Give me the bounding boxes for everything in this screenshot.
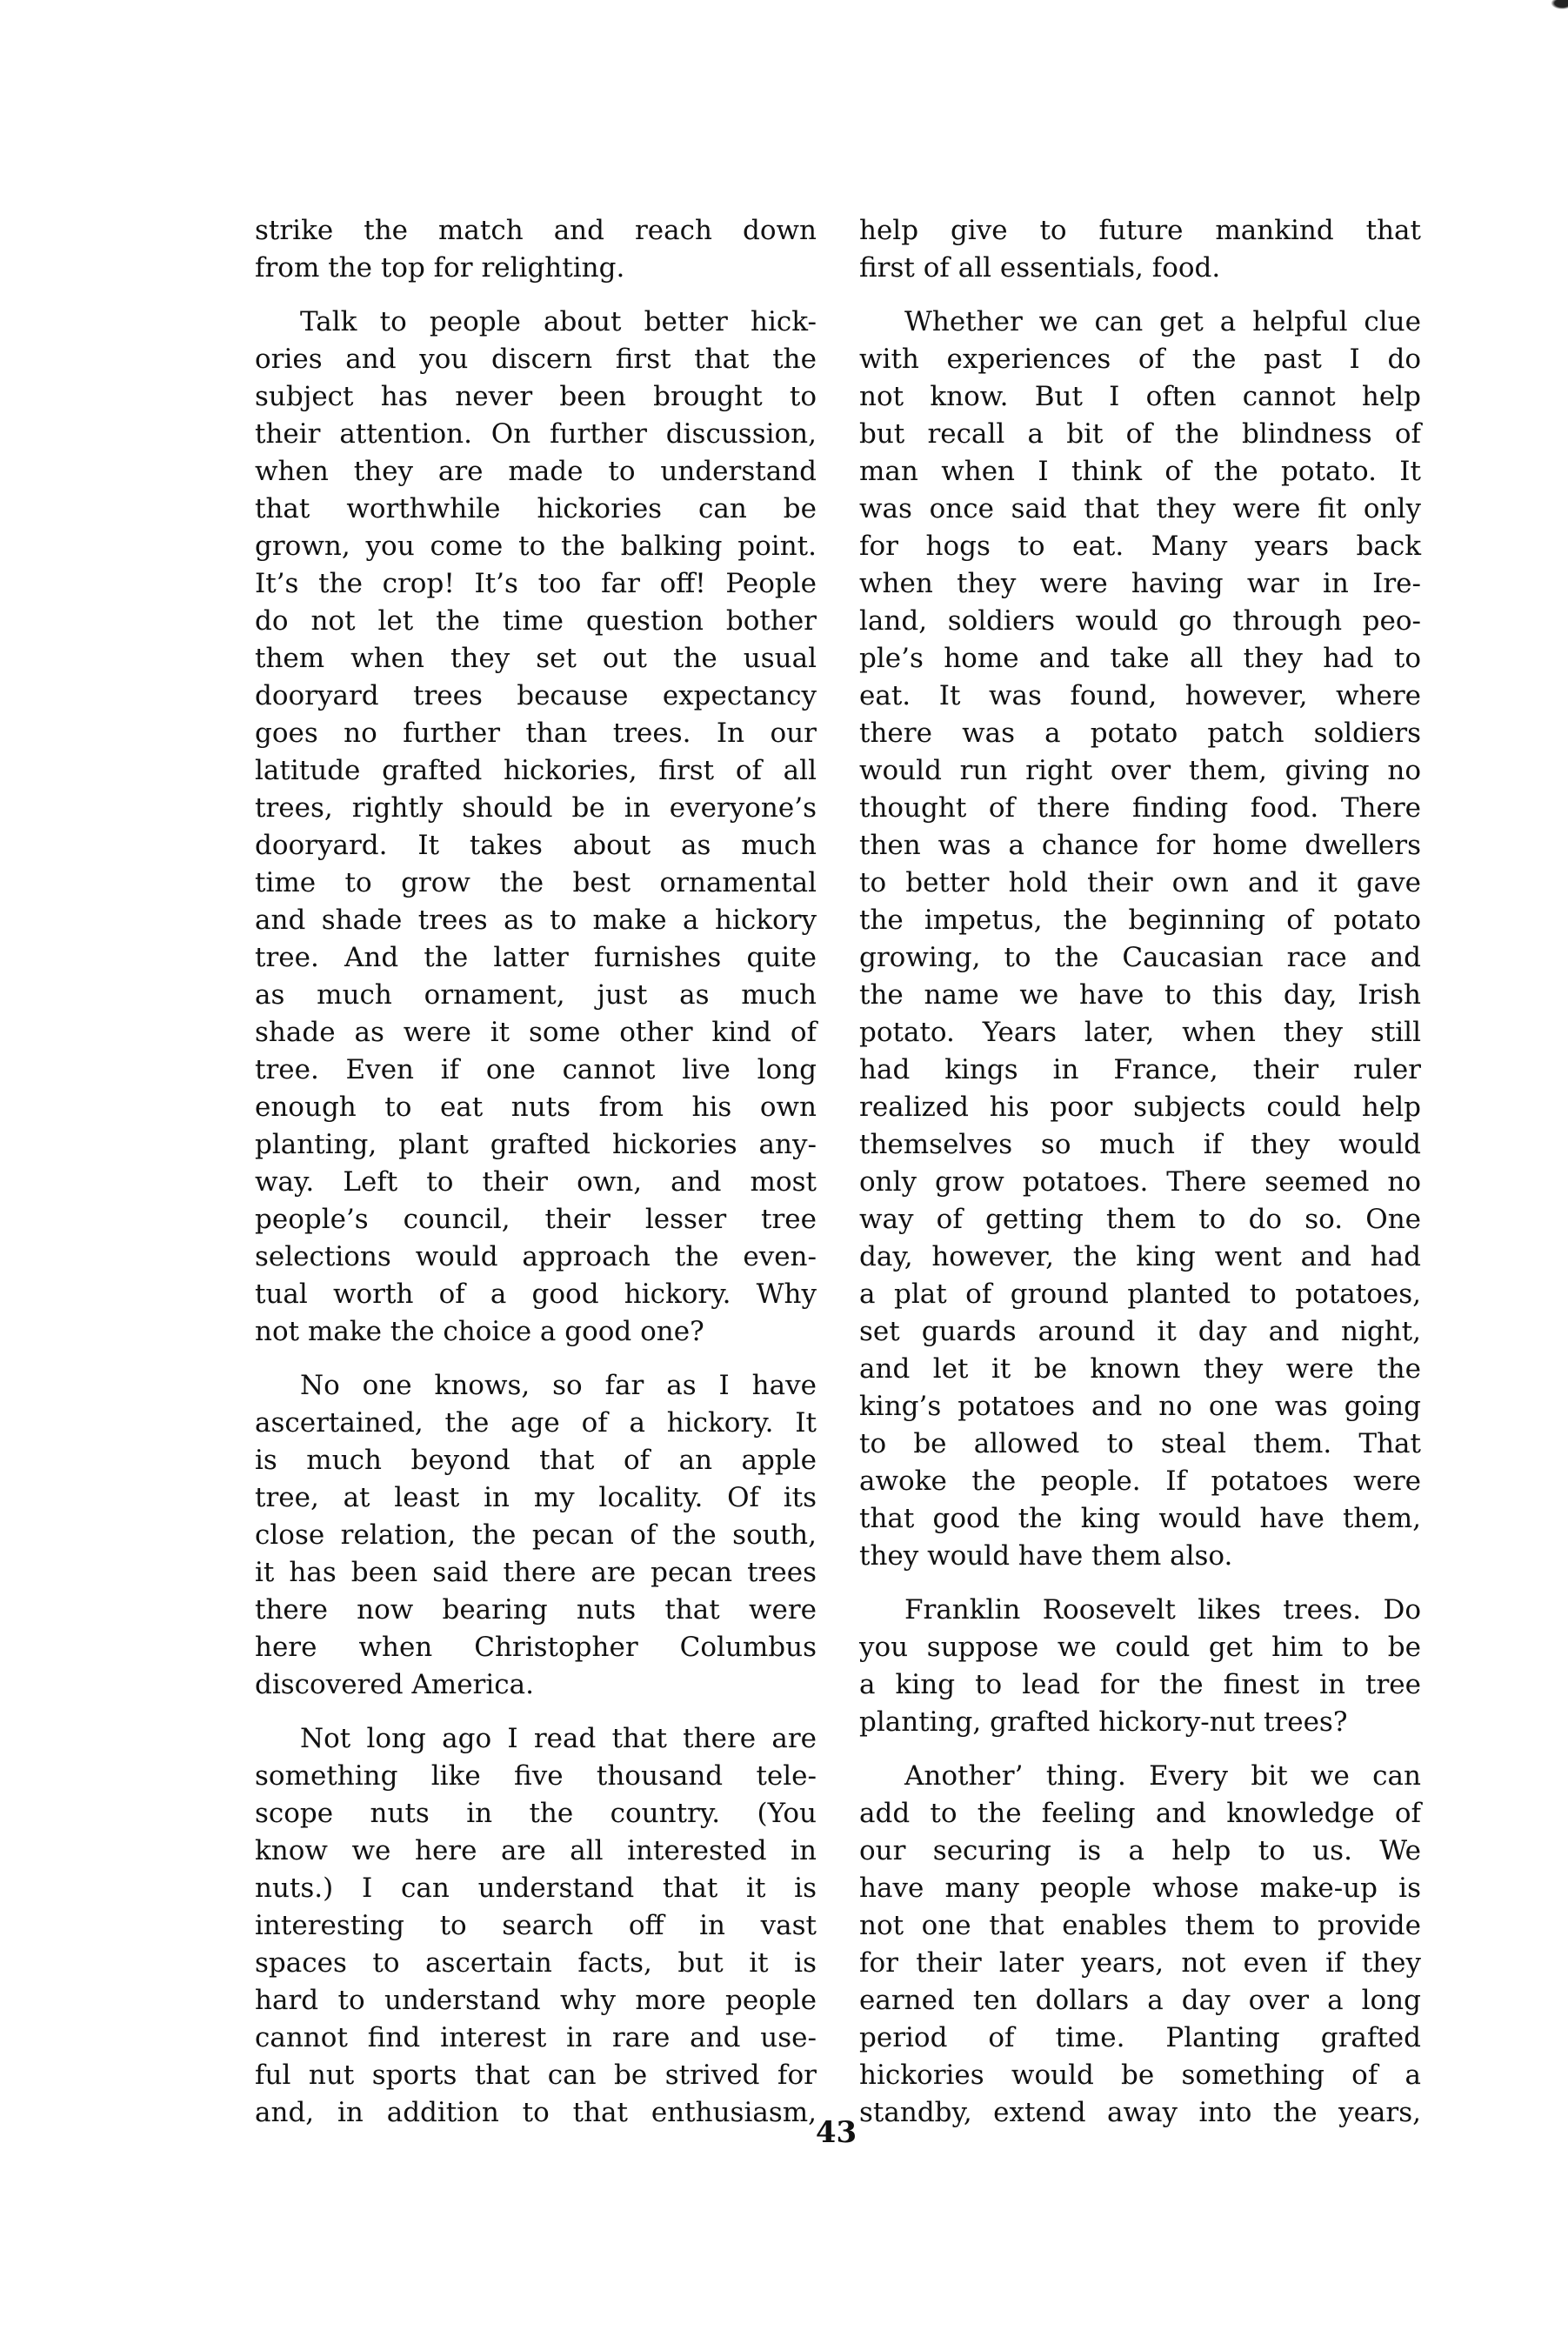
text-line: goes no further than trees. In our <box>255 718 817 749</box>
paragraph <box>859 304 1421 1575</box>
text-line: grown, you come to the balking point. <box>255 531 817 562</box>
text-line: for hogs to eat. Many years back <box>859 531 1421 562</box>
text-line: add to the feeling and knowledge of <box>859 1798 1421 1829</box>
right-column <box>859 212 1421 2148</box>
text-line: tree. Even if one cannot live long <box>255 1054 817 1085</box>
text-line: latitude grafted hickories, first of all <box>255 755 817 786</box>
text-line: had kings in France, their ruler <box>859 1054 1421 1085</box>
text-line: discovered America. <box>255 1669 534 1700</box>
text-line: eat. It was found, however, where <box>859 680 1421 711</box>
text-line: only grow potatoes. There seemed no <box>859 1166 1421 1198</box>
text-line: Not long ago I read that there are <box>300 1723 817 1754</box>
paragraph <box>255 1720 817 2132</box>
text-line: earned ten dollars a day over a long <box>859 1985 1421 2016</box>
text-line: first of all essentials, food. <box>859 252 1221 284</box>
text-line: spaces to ascertain facts, but it is <box>255 1947 817 1979</box>
paragraph <box>859 1758 1421 2132</box>
text-line: tual worth of a good hickory. Why <box>255 1278 817 1310</box>
text-line: set guards around it day and night, <box>859 1316 1421 1347</box>
text-line: No one knows, so far as I have <box>300 1370 817 1401</box>
text-line: would run right over them, giving no <box>859 755 1421 786</box>
text-line: themselves so much if they would <box>859 1129 1421 1160</box>
text-line: awoke the people. If potatoes were <box>859 1465 1421 1497</box>
text-line: and let it be known they were the <box>859 1353 1421 1385</box>
paragraph <box>255 1367 817 1704</box>
text-line: close relation, the pecan of the south, <box>255 1519 817 1551</box>
text-line: that worthwhile hickories can be <box>255 493 817 524</box>
text-line: to be allowed to steal them. That <box>859 1428 1421 1459</box>
text-line: help give to future mankind that <box>859 215 1421 246</box>
text-line: there was a potato patch soldiers <box>859 718 1421 749</box>
text-line: dooryard trees because expectancy <box>255 680 817 711</box>
text-line: is much beyond that of an apple <box>255 1445 817 1476</box>
text-line: dooryard. It takes about as much <box>255 830 817 861</box>
text-line: shade as were it some other kind of <box>255 1017 817 1048</box>
text-line: for their later years, not even if they <box>859 1947 1421 1979</box>
text-line: man when I think of the potato. It <box>859 456 1421 487</box>
text-line: when they are made to understand <box>255 456 817 487</box>
text-line: have many people whose make-up is <box>859 1873 1421 1904</box>
text-line: it has been said there are pecan trees <box>255 1557 817 1588</box>
text-line: and, in addition to that enthusiasm, <box>255 2097 817 2128</box>
text-line: hickories would be something of a <box>859 2060 1421 2091</box>
text-line: Talk to people about better hick- <box>300 306 817 337</box>
text-line: something like five thousand tele- <box>255 1760 817 1792</box>
left-column <box>255 212 817 2148</box>
text-line: land, soldiers would go through peo- <box>859 605 1421 637</box>
text-line: their attention. On further discussion, <box>255 418 817 450</box>
text-line: subject has never been brought to <box>255 381 817 412</box>
text-line: ful nut sports that can be strived for <box>255 2060 817 2091</box>
paragraph <box>255 212 817 287</box>
paragraph <box>859 212 1421 287</box>
text-line: Franklin Roosevelt likes trees. Do <box>904 1594 1421 1626</box>
text-line: cannot find interest in rare and use- <box>255 2022 817 2053</box>
text-line: It’s the crop! It’s too far off! People <box>255 568 817 599</box>
text-line: with experiences of the past I do <box>859 344 1421 375</box>
text-line: the name we have to this day, Irish <box>859 979 1421 1011</box>
text-line: growing, to the Caucasian race and <box>859 942 1421 973</box>
text-line: to better hold their own and it gave <box>859 867 1421 898</box>
text-line: thought of there finding food. There <box>859 792 1421 824</box>
text-line: interesting to search off in vast <box>255 1910 817 1941</box>
text-line: realized his poor subjects could help <box>859 1092 1421 1123</box>
text-line: time to grow the best ornamental <box>255 867 817 898</box>
text-line: Whether we can get a helpful clue <box>904 306 1421 337</box>
text-line: king’s potatoes and no one was going <box>859 1391 1421 1422</box>
text-line: then was a chance for home dwellers <box>859 830 1421 861</box>
text-line: enough to eat nuts from his own <box>255 1092 817 1123</box>
text-line: them when they set out the usual <box>255 643 817 674</box>
text-line: trees, rightly should be in everyone’s <box>255 792 817 824</box>
text-line: a plat of ground planted to potatoes, <box>859 1278 1421 1310</box>
text-line: our securing is a help to us. We <box>859 1835 1421 1866</box>
text-line: ories and you discern first that the <box>255 344 817 375</box>
page-number: 43 <box>815 2115 857 2150</box>
text-line: ple’s home and take all they had to <box>859 643 1421 674</box>
text-line: ascertained, the age of a hickory. It <box>255 1407 817 1439</box>
text-line: there now bearing nuts that were <box>255 1594 817 1626</box>
text-line: the impetus, the beginning of potato <box>859 905 1421 936</box>
scan-corner-mark <box>1549 0 1568 10</box>
text-line: planting, plant grafted hickories any- <box>255 1129 817 1160</box>
text-line: way. Left to their own, and most <box>255 1166 817 1198</box>
text-line: standby, extend away into the years, <box>859 2097 1421 2128</box>
text-line: nuts.) I can understand that it is <box>255 1873 817 1904</box>
text-line: not one that enables them to provide <box>859 1910 1421 1941</box>
paragraph <box>859 1592 1421 1741</box>
text-line: tree. And the latter furnishes quite <box>255 942 817 973</box>
text-line: selections would approach the even- <box>255 1241 817 1272</box>
text-line: here when Christopher Columbus <box>255 1632 817 1663</box>
text-line: when they were having war in Ire- <box>859 568 1421 599</box>
text-line: not know. But I often cannot help <box>859 381 1421 412</box>
text-line: scope nuts in the country. (You <box>255 1798 817 1829</box>
text-line: they would have them also. <box>859 1540 1233 1572</box>
text-line: a king to lead for the finest in tree <box>859 1669 1421 1700</box>
text-line: was once said that they were fit only <box>859 493 1421 524</box>
text-line: Another’ thing. Every bit we can <box>904 1760 1421 1792</box>
text-line: and shade trees as to make a hickory <box>255 905 817 936</box>
text-line: people’s council, their lesser tree <box>255 1204 817 1235</box>
paragraph <box>255 304 817 1351</box>
text-line: but recall a bit of the blindness of <box>859 418 1421 450</box>
text-line: do not let the time question bother <box>255 605 817 637</box>
text-line: from the top for relighting. <box>255 252 625 284</box>
text-line: as much ornament, just as much <box>255 979 817 1011</box>
text-line: strike the match and reach down <box>255 215 817 246</box>
text-line: you suppose we could get him to be <box>859 1632 1421 1663</box>
text-line: period of time. Planting grafted <box>859 2022 1421 2053</box>
text-line: planting, grafted hickory-nut trees? <box>859 1706 1348 1738</box>
text-line: that good the king would have them, <box>859 1503 1421 1534</box>
text-line: potato. Years later, when they still <box>859 1017 1421 1048</box>
text-line: not make the choice a good one? <box>255 1316 704 1347</box>
text-line: way of getting them to do so. One <box>859 1204 1421 1235</box>
text-line: hard to understand why more people <box>255 1985 817 2016</box>
text-line: tree, at least in my locality. Of its <box>255 1482 817 1513</box>
text-line: know we here are all interested in <box>255 1835 817 1866</box>
text-line: day, however, the king went and had <box>859 1241 1421 1272</box>
